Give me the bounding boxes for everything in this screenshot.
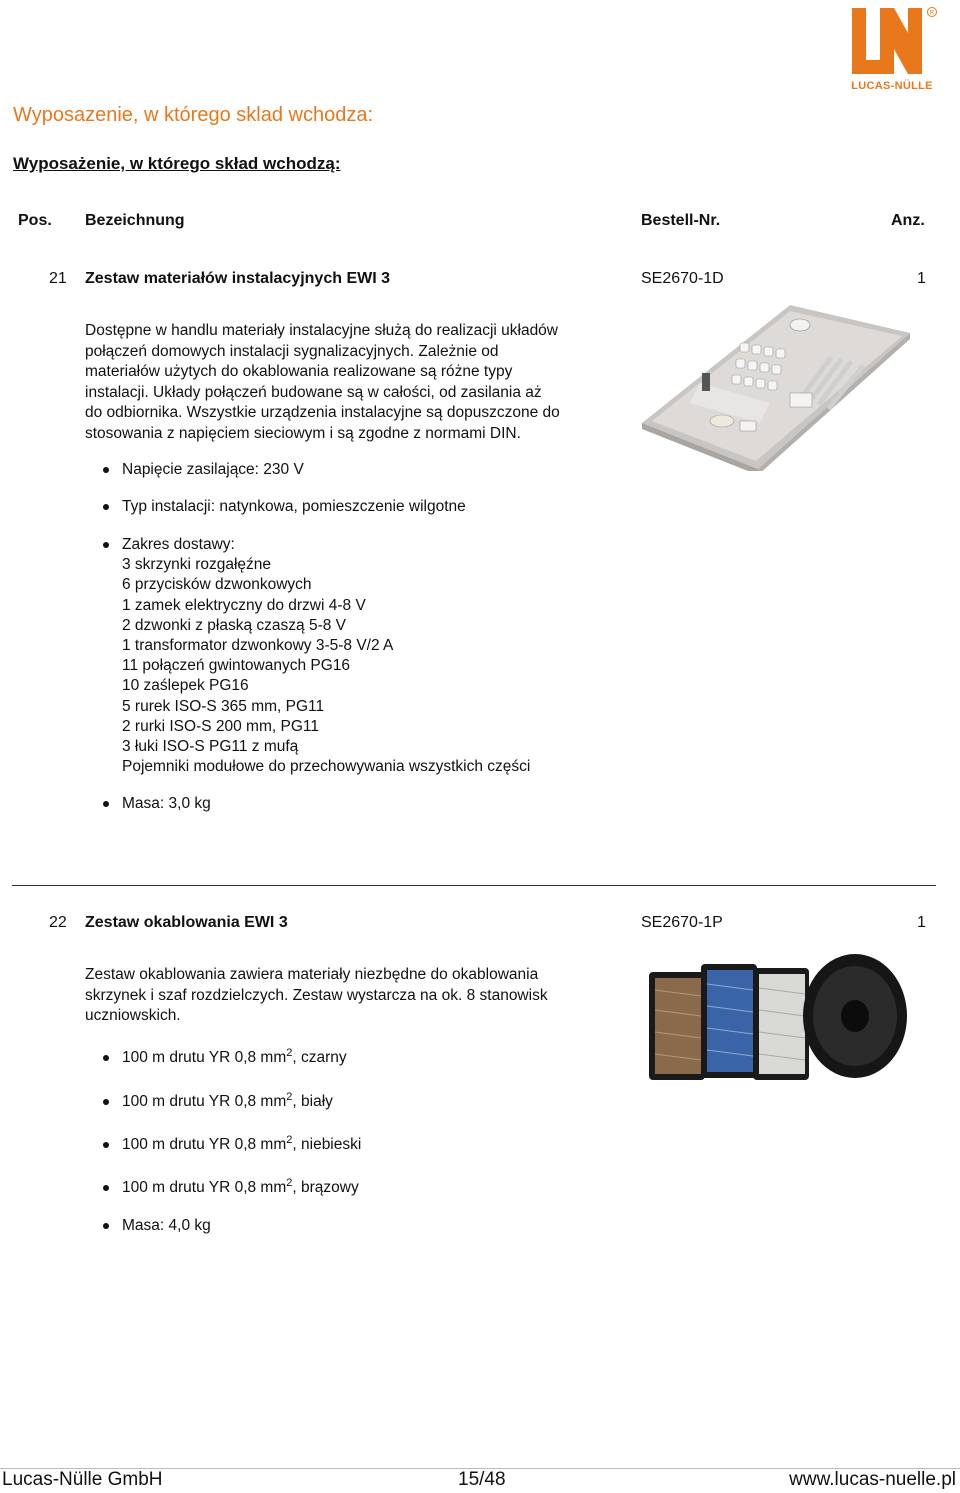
- item-order-number: SE2670-1P: [641, 914, 723, 931]
- wire-spec: 100 m drutu YR 0,8 mm: [122, 1049, 287, 1066]
- header-quantity: Anz.: [891, 212, 925, 229]
- item-quantity: 1: [917, 914, 926, 931]
- scope-line: 11 połączeń gwintowanych PG16: [122, 657, 351, 675]
- wire-color: , czarny: [292, 1049, 347, 1066]
- item-description: [85, 321, 640, 444]
- scope-line: 1 transformator dzwonkowy 3-5-8 V/2 A: [122, 637, 394, 655]
- footer-company: Lucas-Nülle GmbH: [2, 1469, 163, 1490]
- bullet-supply-voltage: Napięcie zasilające: 230 V: [122, 460, 304, 480]
- footer-website-link[interactable]: www.lucas-nuelle.pl: [789, 1469, 956, 1490]
- header-name: Bezeichnung: [85, 212, 185, 229]
- wire-spec: 100 m drutu YR 0,8 mm: [122, 1179, 287, 1196]
- item-name: Zestaw okablowania EWI 3: [85, 914, 288, 931]
- wire-exponent: 2: [286, 1133, 293, 1146]
- scope-line: 5 rurek ISO-S 365 mm, PG11: [122, 697, 325, 715]
- wire-color: , brązowy: [292, 1179, 359, 1196]
- product-image-tray: [640, 303, 912, 471]
- svg-text:R: R: [929, 10, 935, 17]
- bullet-mass: Masa: 4,0 kg: [122, 1216, 211, 1236]
- scope-line: 3 skrzynki rozgałęźne: [122, 556, 272, 574]
- item-pos: 21: [49, 270, 67, 287]
- desc-line: instalacji. Układy połączeń budowane są w całości, od zasilania aż: [85, 383, 542, 401]
- wire-spec: 100 m drutu YR 0,8 mm: [122, 1093, 287, 1110]
- section-title: Wyposażenie, w którego skład wchodzą:: [13, 154, 341, 173]
- wire-spec: 100 m drutu YR 0,8 mm: [122, 1136, 287, 1153]
- item-description: [85, 965, 640, 1027]
- scope-line: 10 zaślepek PG16: [122, 677, 249, 695]
- wire-color: , biały: [292, 1093, 333, 1110]
- wire-exponent: 2: [286, 1176, 293, 1189]
- bullet-scope-of-delivery: [122, 535, 530, 777]
- desc-line: materiałów użytych do okablowania realizowane są różne typy: [85, 363, 513, 380]
- product-image-wire-spools: [641, 950, 911, 1084]
- bullet-mass: Masa: 3,0 kg: [122, 794, 211, 814]
- bullet-installation-type: Typ instalacji: natynkowa, pomieszczenie wilgotne: [122, 497, 466, 517]
- desc-line: Dostępne w handlu materiały instalacyjne służą do realizacji układów: [85, 322, 558, 339]
- desc-line: skrzynek i szaf rozdzielczych. Zestaw wystarcza na ok. 8 stanowisk: [85, 986, 548, 1004]
- section-title-orange: Wyposazenie, w którego sklad wchodza:: [13, 104, 373, 126]
- item-quantity: 1: [917, 270, 926, 287]
- scope-line: Pojemniki modułowe do przechowywania wszystkich części: [122, 758, 531, 776]
- scope-line: 2 dzwonki z płaską czaszą 5-8 V: [122, 616, 346, 634]
- bullet-wire-brown: [122, 1178, 359, 1198]
- wire-color: , niebieski: [292, 1136, 362, 1153]
- header-pos: Pos.: [18, 212, 52, 229]
- item-name: Zestaw materiałów instalacyjnych EWI 3: [85, 270, 390, 287]
- scope-line: 1 zamek elektryczny do drzwi 4-8 V: [122, 596, 366, 614]
- desc-line: uczniowskich.: [85, 1007, 181, 1024]
- bullet-wire-blue: [122, 1135, 361, 1155]
- desc-line: stosowania z napięciem sieciowym i są zgodne z normami DIN.: [85, 424, 521, 442]
- item-order-number: SE2670-1D: [641, 270, 724, 287]
- bullet-wire-black: [122, 1048, 347, 1068]
- scope-line: 3 łuki ISO-S PG11 z mufą: [122, 738, 299, 756]
- scope-line: 6 przycisków dzwonkowych: [122, 576, 312, 594]
- desc-line: do odbiornika. Wszystkie urządzenia instalacyjne są dopuszczone do: [85, 404, 560, 421]
- scope-line: 2 rurki ISO-S 200 mm, PG11: [122, 717, 319, 735]
- header-order-number: Bestell-Nr.: [641, 212, 721, 229]
- item-pos: 22: [49, 914, 67, 931]
- wire-exponent: 2: [286, 1046, 293, 1059]
- logo-text: LUCAS-NÜLLE: [851, 80, 933, 92]
- item-divider: [12, 885, 936, 886]
- desc-line: połączeń domowych instalacji sygnalizacyjnych. Zależnie od: [85, 342, 499, 360]
- wire-exponent: 2: [286, 1090, 293, 1103]
- desc-line: Zestaw okablowania zawiera materiały niezbędne do okablowania: [85, 966, 539, 983]
- scope-line: Zakres dostawy:: [122, 536, 235, 553]
- footer-page-number: 15/48: [458, 1469, 506, 1490]
- bullet-wire-white: [122, 1092, 333, 1112]
